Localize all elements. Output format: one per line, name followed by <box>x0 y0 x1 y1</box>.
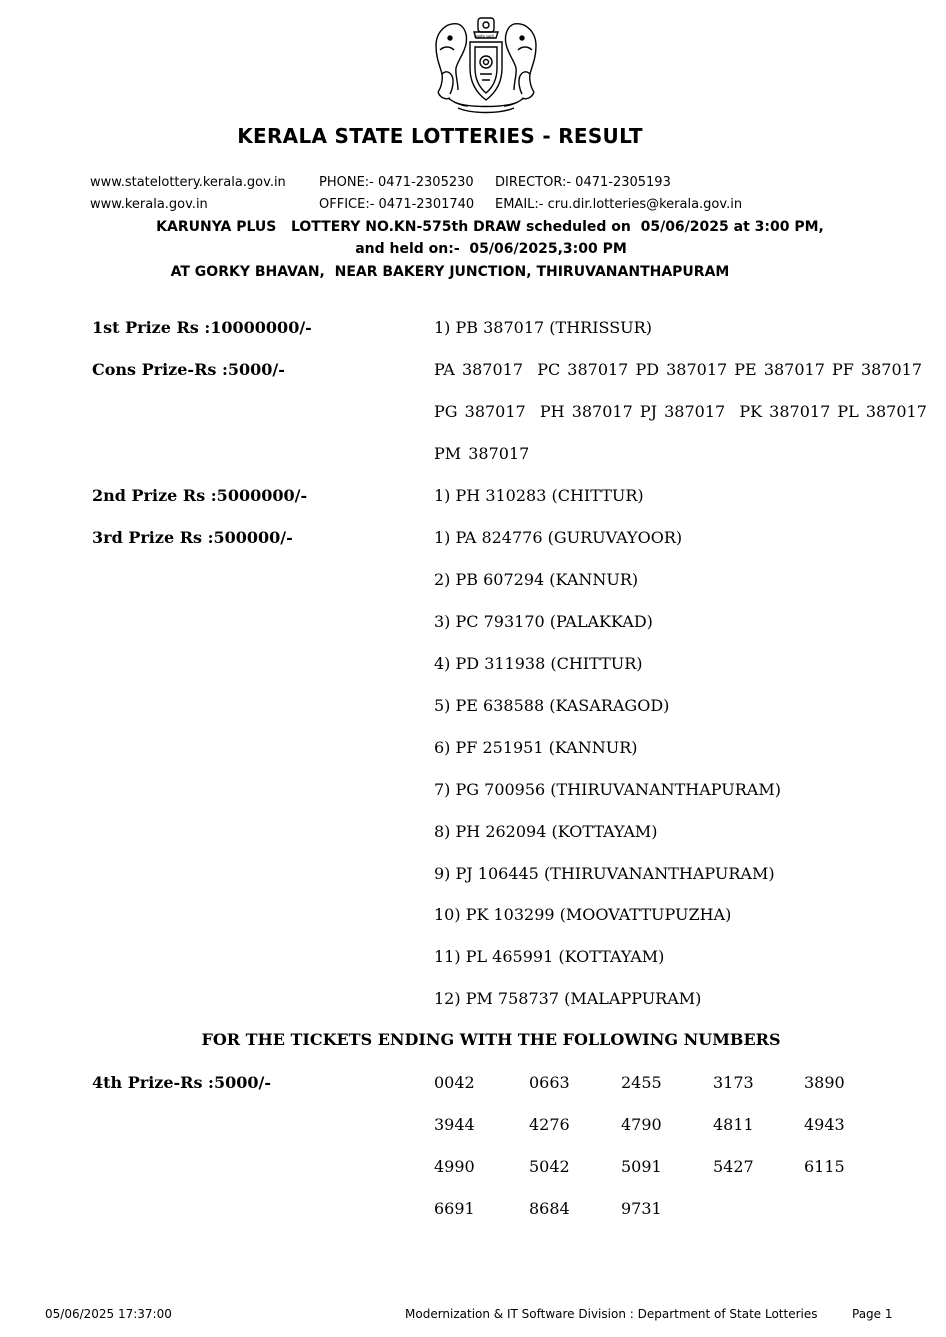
director-phone: DIRECTOR:- 0471-2305193 <box>495 175 671 190</box>
phone-number: PHONE:- 0471-2305230 <box>319 175 474 190</box>
fourth-prize-number: 5427 <box>713 1157 754 1176</box>
first-prize-row <box>0 318 946 360</box>
fourth-prize-number: 3890 <box>804 1073 845 1092</box>
third-prize-row <box>0 947 946 989</box>
cons-prize-row <box>0 360 946 402</box>
third-prize-winner: 5) PE 638588 (KASARAGOD) <box>434 696 670 715</box>
ending-numbers-heading: FOR THE TICKETS ENDING WITH THE FOLLOWING NUMBERS <box>201 1030 781 1049</box>
cons-prize-line: PA 387017 PC 387017 PD 387017 PE 387017 PF 387017 <box>434 360 923 379</box>
third-prize-row <box>0 864 946 906</box>
fourth-prize-label: 4th Prize-Rs :5000/- <box>92 1073 271 1092</box>
draw-venue: AT GORKY BHAVAN, NEAR BAKERY JUNCTION, THIRUVANANTHAPURAM <box>170 264 730 280</box>
draw-info-line1: KARUNYA PLUS LOTTERY NO.KN-575th DRAW scheduled on 05/06/2025 at 3:00 PM, <box>156 219 824 235</box>
third-prize-winner: 8) PH 262094 (KOTTAYAM) <box>434 822 658 841</box>
fourth-prize-number: 4990 <box>434 1157 475 1176</box>
page-title: KERALA STATE LOTTERIES - RESULT <box>237 124 643 148</box>
website-link-kerala[interactable]: www.kerala.gov.in <box>90 197 208 212</box>
third-prize-winner: 9) PJ 106445 (THIRUVANANTHAPURAM) <box>434 864 775 883</box>
third-prize-row <box>0 905 946 947</box>
fourth-prize-number: 3944 <box>434 1115 475 1134</box>
third-prize-winner: 7) PG 700956 (THIRUVANANTHAPURAM) <box>434 780 781 799</box>
third-prize-row <box>0 738 946 780</box>
third-prize-label: 3rd Prize Rs :500000/- <box>92 528 293 547</box>
third-prize-row <box>0 989 946 1031</box>
emblem-motto: सत्यमेव जयते <box>474 34 494 39</box>
email-address: EMAIL:- cru.dir.lotteries@kerala.gov.in <box>495 197 743 212</box>
fourth-prize-number: 6691 <box>434 1199 475 1218</box>
third-prize-winner: 2) PB 607294 (KANNUR) <box>434 570 639 589</box>
third-prize-row <box>0 822 946 864</box>
fourth-prize-number: 4790 <box>621 1115 662 1134</box>
second-prize-winner: 1) PH 310283 (CHITTUR) <box>434 486 644 505</box>
third-prize-winner: 12) PM 758737 (MALAPPURAM) <box>434 989 702 1008</box>
fourth-prize-number: 4276 <box>529 1115 570 1134</box>
fourth-prize-number: 0663 <box>529 1073 570 1092</box>
kerala-emblem <box>428 10 544 118</box>
fourth-prize-number: 3173 <box>713 1073 754 1092</box>
office-phone: OFFICE:- 0471-2301740 <box>319 197 475 212</box>
third-prize-winner: 1) PA 824776 (GURUVAYOOR) <box>434 528 683 547</box>
fourth-prize-number: 4943 <box>804 1115 845 1134</box>
website-link-statelottery[interactable]: www.statelottery.kerala.gov.in <box>90 175 286 190</box>
first-prize-winner: 1) PB 387017 (THRISSUR) <box>434 318 652 337</box>
fourth-prize-number: 0042 <box>434 1073 475 1092</box>
draw-info-line2: and held on:- 05/06/2025,3:00 PM <box>355 241 627 257</box>
fourth-prize-number: 5042 <box>529 1157 570 1176</box>
cons-prize-line: PG 387017 PH 387017 PJ 387017 PK 387017 PL 387017 <box>434 402 927 421</box>
fourth-prize-number: 6115 <box>804 1157 845 1176</box>
footer-page-number: Page 1 <box>852 1307 893 1321</box>
third-prize-row <box>0 570 946 612</box>
fourth-prize-number: 9731 <box>621 1199 662 1218</box>
third-prize-winner: 3) PC 793170 (PALAKKAD) <box>434 612 653 631</box>
cons-prize-line: PM 387017 <box>434 444 530 463</box>
cons-prize-row <box>0 444 946 486</box>
third-prize-winner: 4) PD 311938 (CHITTUR) <box>434 654 643 673</box>
third-prize-winner: 11) PL 465991 (KOTTAYAM) <box>434 947 665 966</box>
third-prize-winner: 10) PK 103299 (MOOVATTUPUZHA) <box>434 905 732 924</box>
fourth-prize-number: 2455 <box>621 1073 662 1092</box>
third-prize-row <box>0 612 946 654</box>
third-prize-row <box>0 654 946 696</box>
third-prize-winner: 6) PF 251951 (KANNUR) <box>434 738 638 757</box>
footer-division: Modernization & IT Software Division : Department of State Lotteries <box>405 1307 818 1321</box>
second-prize-label: 2nd Prize Rs :5000000/- <box>92 486 308 505</box>
third-prize-row <box>0 696 946 738</box>
cons-prize-row <box>0 402 946 444</box>
footer-timestamp: 05/06/2025 17:37:00 <box>45 1307 172 1321</box>
cons-prize-label: Cons Prize-Rs :5000/- <box>92 360 285 379</box>
fourth-prize-number: 4811 <box>713 1115 754 1134</box>
second-prize-row <box>0 486 946 528</box>
first-prize-label: 1st Prize Rs :10000000/- <box>92 318 312 337</box>
third-prize-row <box>0 528 946 570</box>
fourth-prize-number: 8684 <box>529 1199 570 1218</box>
third-prize-row <box>0 780 946 822</box>
fourth-prize-number: 5091 <box>621 1157 662 1176</box>
